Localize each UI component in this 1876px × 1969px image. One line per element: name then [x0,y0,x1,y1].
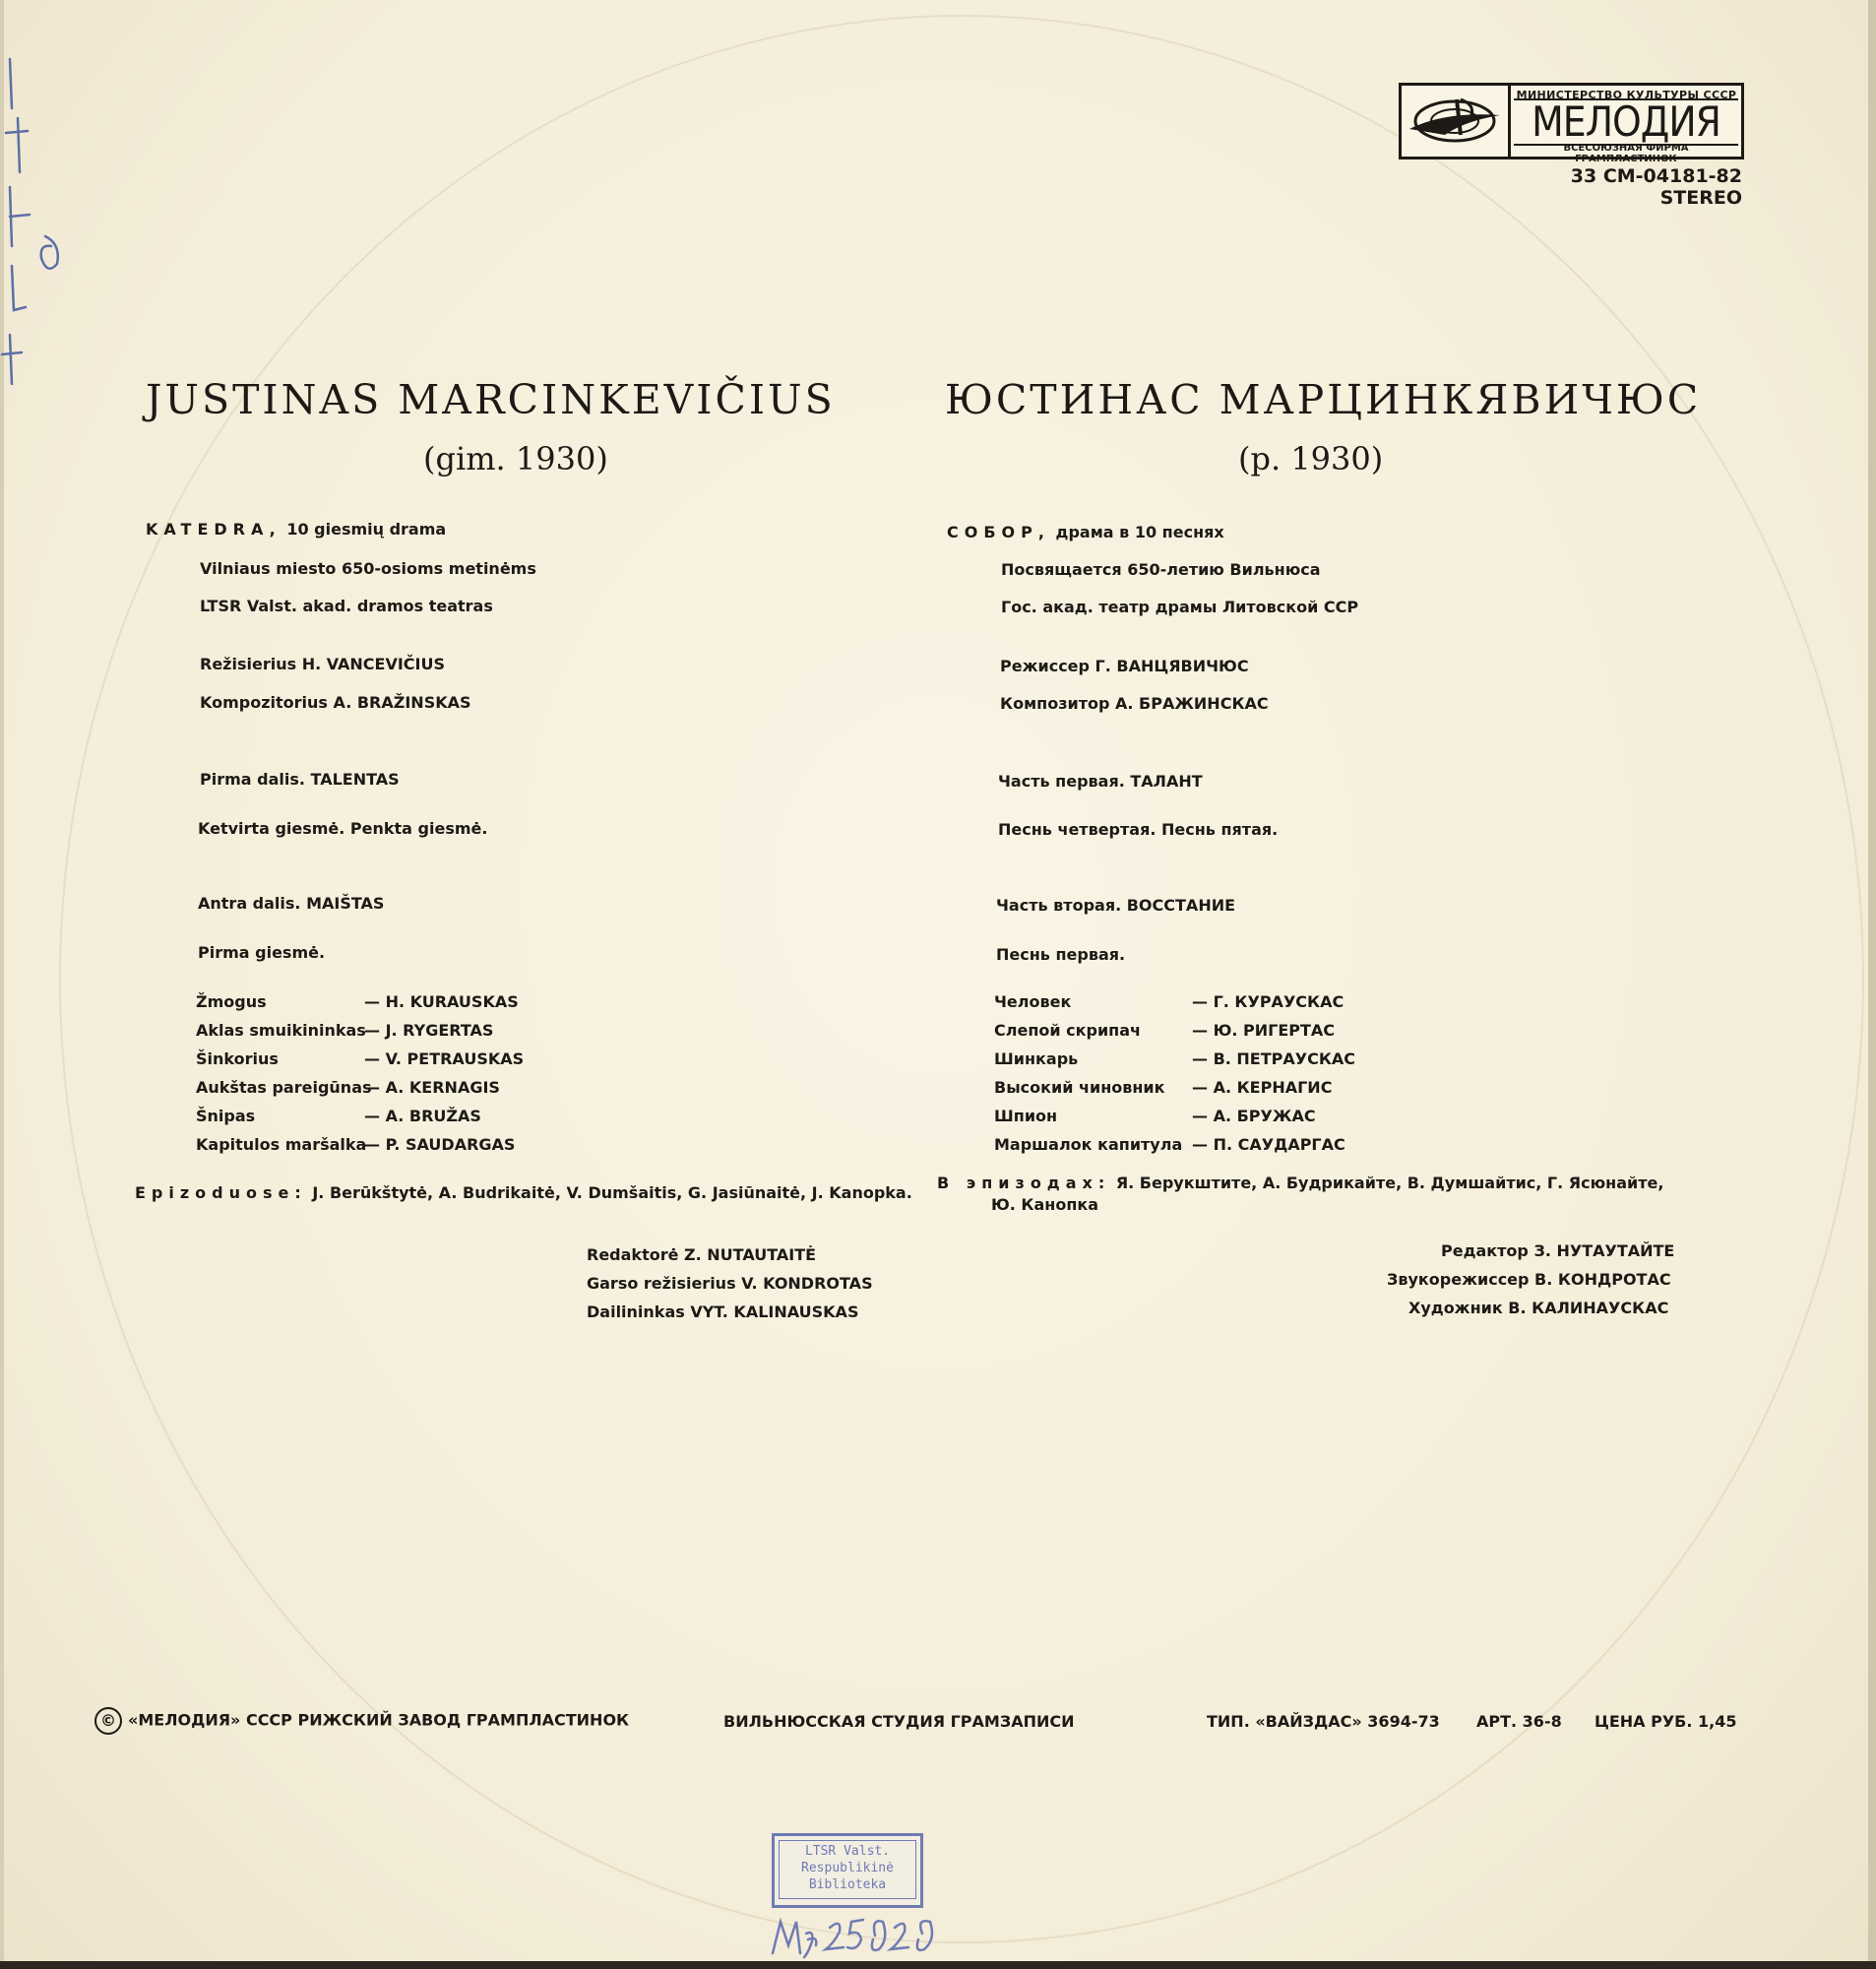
ru-part1-songs: Песнь четвертая. Песнь пятая. [998,820,1279,839]
stereo-label: STEREO [1659,187,1742,209]
lt-work-title: KATEDRA, [146,520,281,539]
ru-director: Режиссер Г. ВАНЦЯВИЧЮС [1000,657,1249,675]
ru-episodes [937,1174,1663,1192]
ru-episodes-names: Я. Берукштите, А. Будрикайте, В. Думшайтис, Г. Ясюнайте, [1110,1174,1664,1192]
ru-episodes-label: В эпизодах: [937,1174,1111,1192]
ru-part1: Часть первая. ТАЛАНТ [998,772,1203,791]
ru-cast-role: Высокий чиновник [994,1078,1165,1097]
ru-cast-role: Шпион [994,1107,1058,1125]
ru-work [947,523,1224,541]
lt-work [146,520,446,539]
lt-composer: Kompozitorius A. BRAŽINSKAS [200,693,471,712]
ru-cast-actor: — П. САУДАРГАС [1192,1135,1345,1154]
copyright-icon: © [94,1707,122,1735]
stamp-line: LTSR Valst. [804,1844,891,1859]
lt-cast-actor: — A. BRUŽAS [364,1107,481,1125]
record-ring-wear [59,15,1864,1943]
lt-cast-actor: — V. PETRAUSKAS [364,1049,525,1068]
footer-price: ЦЕНА РУБ. 1,45 [1595,1712,1737,1731]
footer-art: АРТ. 36-8 [1476,1712,1562,1731]
melodiya-logo [1399,83,1744,164]
ru-cast-actor: — В. ПЕТРАУСКАС [1192,1049,1356,1068]
footer-plant [94,1707,629,1735]
library-stamp-frame [779,1840,916,1899]
lt-born: (gim. 1930) [423,440,608,477]
ru-cast-role: Маршалок капитула [994,1135,1183,1154]
lt-part2-songs: Pirma giesmė. [198,943,326,962]
footer-plant-text: «МЕЛОДИЯ» СССР РИЖСКИЙ ЗАВОД ГРАМПЛАСТИНОК [128,1710,630,1730]
lt-cast-actor: — P. SAUDARGAS [364,1135,516,1154]
melodiya-emblem-icon [1406,92,1506,149]
handwritten-inventory-number [769,1910,956,1959]
lt-episodes [135,1183,912,1202]
sleeve-right-edge [1868,0,1876,1969]
ru-part2-songs: Песнь первая. [996,945,1126,964]
pencil-marks [0,39,79,394]
ru-born: (р. 1930) [1238,440,1384,477]
ru-sound: Звукорежиссер В. КОНДРОТАС [1387,1270,1671,1289]
ru-work-title: СОБОР, [947,523,1050,541]
lt-cast-role: Kapitulos maršalka [196,1135,367,1154]
ru-author-title: ЮСТИНАС МАРЦИНКЯВИЧЮС [945,376,1702,423]
ru-editor: Редактор З. НУТАУТАЙТЕ [1441,1241,1675,1260]
lt-artist: Dailininkas VYT. KALINAUSKAS [587,1302,859,1321]
lt-cast-actor: — J. RYGERTAS [364,1021,494,1040]
lt-author-title: JUSTINAS MARCINKEVIČIUS [146,376,836,423]
lt-part2: Antra dalis. MAIŠTAS [198,894,385,913]
logo-divider [1508,86,1511,157]
lt-cast-actor: — A. KERNAGIS [364,1078,500,1097]
footer-studio: ВИЛЬНЮССКАЯ СТУДИЯ ГРАМЗАПИСИ [723,1712,1075,1731]
lt-part1-songs: Ketvirta giesmė. Penkta giesmė. [198,819,488,838]
ru-work-sub: драма в 10 песнях [1049,523,1224,541]
lt-editor: Redaktorė Z. NUTAUTAITĖ [587,1245,817,1264]
logo-ministry: МИНИСТЕРСТВО КУЛЬТУРЫ СССР [1516,89,1737,101]
lt-dedication: Vilniaus miesto 650-osioms metinėms [200,559,536,578]
lt-cast-role: Žmogus [196,992,267,1011]
stamp-line: Respublikinė [801,1861,894,1875]
lt-cast-actor: — H. KURAUSKAS [364,992,519,1011]
lt-theatre: LTSR Valst. akad. dramos teatras [200,597,493,615]
ru-cast-role: Человек [994,992,1072,1011]
ru-artist: Художник В. КАЛИНАУСКАС [1408,1299,1669,1317]
lt-sound: Garso režisierius V. KONDROTAS [587,1274,873,1293]
ru-composer: Композитор А. БРАЖИНСКАС [1000,694,1269,713]
lt-episodes-names: J. Berūkštytė, A. Budrikaitė, V. Dumšaitis, G. Jasiūnaitė, J. Kanopka. [306,1183,912,1202]
lt-director: Režisierius H. VANCEVIČIUS [200,655,446,673]
ru-cast-actor: — Г. КУРАУСКАС [1192,992,1344,1011]
ru-part2: Часть вторая. ВОССТАНИЕ [996,896,1236,915]
ru-cast-role: Слепой скрипач [994,1021,1141,1040]
lt-episodes-label: Epizoduose: [135,1183,307,1202]
logo-brand: МЕЛОДИЯ [1514,98,1738,146]
ru-cast-actor: — Ю. РИГЕРТАС [1192,1021,1336,1040]
ru-cast-actor: — А. БРУЖАС [1192,1107,1316,1125]
lt-cast-role: Šinkorius [196,1049,279,1068]
library-stamp [772,1833,923,1908]
lt-cast-role: Aukštas pareigūnas [196,1078,372,1097]
footer-print: ТИП. «ВАЙЗДАС» 3694-73 [1207,1712,1440,1731]
sleeve-bottom-edge [0,1961,1876,1969]
logo-firm: ВСЕСОЮЗНАЯ ФИРМА ГРАМПЛАСТИНОК [1563,143,1689,164]
ru-cast-role: Шинкарь [994,1049,1079,1068]
lt-part1: Pirma dalis. TALENTAS [200,770,400,789]
lt-cast-role: Šnipas [196,1107,256,1125]
ru-cast-actor: — А. КЕРНАГИС [1192,1078,1333,1097]
stamp-line: Biblioteka [808,1877,887,1892]
ru-theatre: Гос. акад. театр драмы Литовской ССР [1001,598,1359,616]
ru-dedication: Посвящается 650-летию Вильнюса [1001,560,1321,579]
lt-work-sub: 10 giesmių drama [281,520,447,539]
ru-episodes-cont: Ю. Канопка [991,1195,1099,1214]
catalog-number: 33 СМ-04181-82 [1570,165,1742,187]
lt-cast-role: Aklas smuikininkas [196,1021,366,1040]
